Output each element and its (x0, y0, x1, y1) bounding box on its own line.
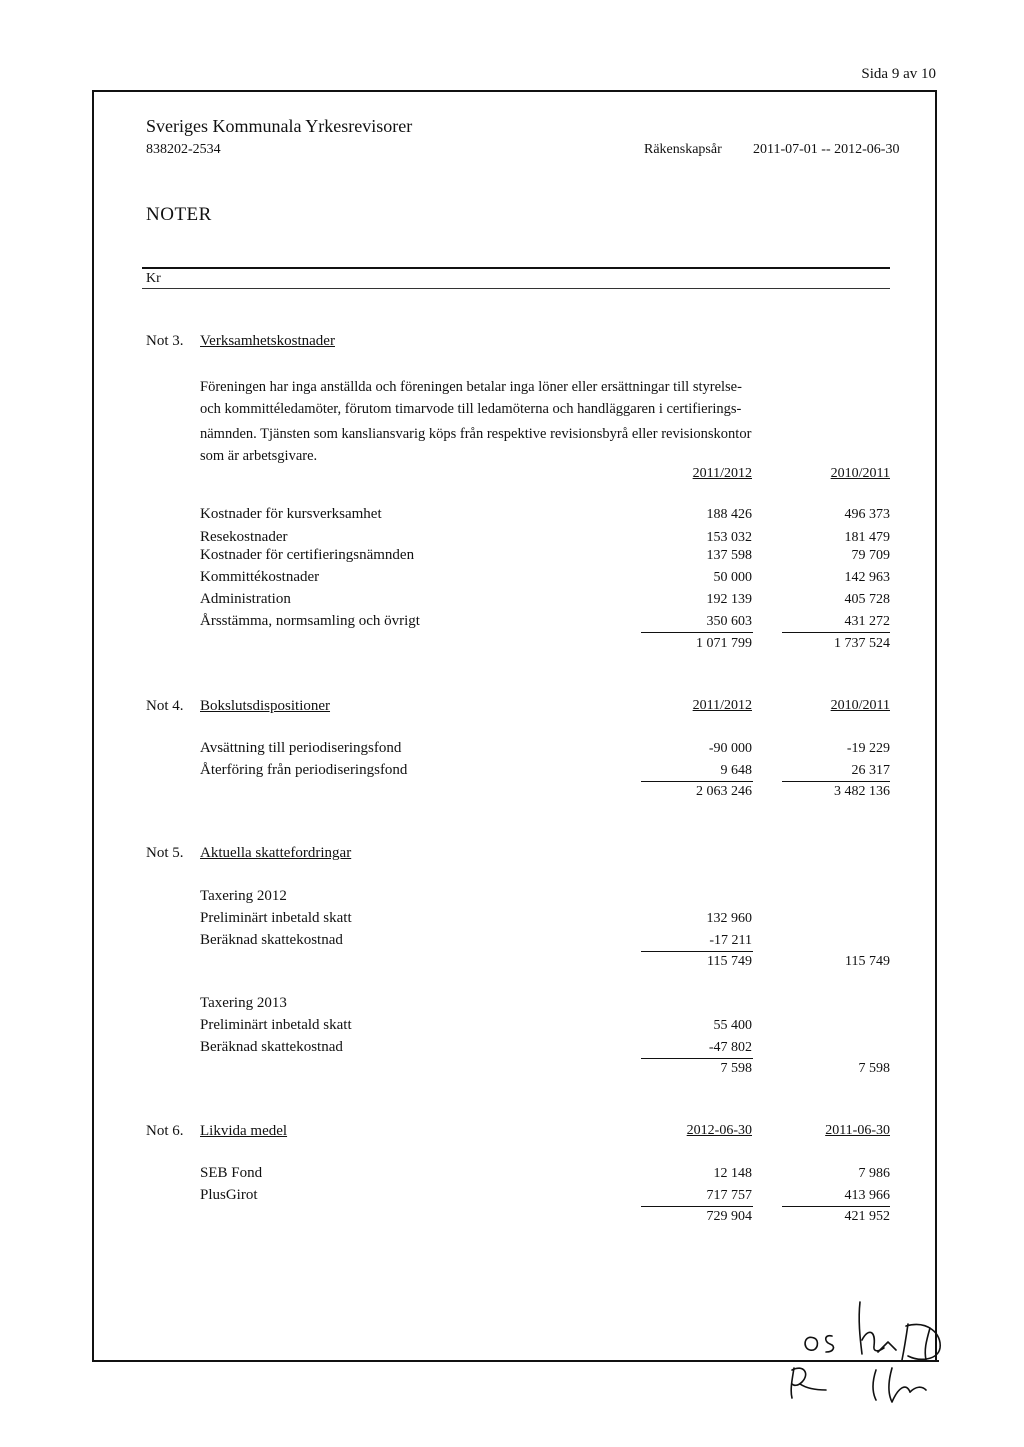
row-label: Preliminärt inbetald skatt (200, 910, 352, 926)
section-title: NOTER (146, 204, 212, 225)
row-label: Kommittékostnader (200, 569, 320, 585)
sum-rule (641, 1206, 753, 1207)
subtotal-previous: 7 598 (858, 1061, 890, 1076)
organization-name: Sveriges Kommunala Yrkesrevisorer (146, 116, 413, 136)
row-value-current: 132 960 (706, 911, 752, 926)
row-value-current: 153 032 (706, 530, 752, 545)
row-value-previous: 7 986 (858, 1166, 890, 1181)
currency-rule (142, 288, 890, 289)
row-value-previous: 181 479 (844, 530, 890, 545)
note-number: Not 4. (146, 698, 184, 714)
note-title: Verksamhetskostnader (200, 333, 335, 349)
row-value-current: -17 211 (709, 933, 752, 948)
row-label: SEB Fond (200, 1165, 263, 1181)
row-label: Beräknad skattekostnad (200, 932, 343, 948)
note3-paragraph-line: Föreningen har inga anställda och föreningen betalar inga löner eller ersättningar till styrelse- (200, 379, 742, 395)
row-value-previous: 431 272 (844, 614, 890, 629)
subtotal-current: 115 749 (707, 954, 752, 969)
row-value-previous: 496 373 (844, 507, 890, 522)
group-heading: Taxering 2012 (200, 888, 287, 904)
row-label: Återföring från periodiseringsfond (200, 762, 408, 778)
row-label: Administration (200, 591, 291, 607)
row-value-previous: 26 317 (851, 763, 890, 778)
sum-rule (641, 781, 753, 782)
row-value-current: 188 426 (706, 507, 752, 522)
note-title: Bokslutsdispositioner (200, 698, 331, 714)
page-number: Sida 9 av 10 (861, 66, 936, 82)
row-label: Resekostnader (200, 529, 288, 545)
column-header-previous: 2011-06-30 (825, 1123, 890, 1138)
row-label: Beräknad skattekostnad (200, 1039, 343, 1055)
column-header-current: 2011/2012 (692, 466, 752, 481)
row-value-current: 350 603 (706, 614, 752, 629)
column-header-current: 2012-06-30 (686, 1123, 752, 1138)
note3-paragraph-line: som är arbetsgivare. (200, 448, 318, 464)
row-value-previous: 405 728 (844, 592, 890, 607)
total-current: 729 904 (706, 1209, 752, 1224)
note-title: Likvida medel (200, 1123, 288, 1139)
subtotal-previous: 115 749 (845, 954, 890, 969)
note3-paragraph-line: och kommittéledamöter, förutom timarvode till ledamöterna och handläggaren i certifierings- (200, 401, 742, 417)
sum-rule (641, 951, 753, 952)
organization-number: 838202-2534 (146, 142, 221, 157)
row-label: Preliminärt inbetald skatt (200, 1017, 352, 1033)
row-value-current: 717 757 (706, 1188, 752, 1203)
note-number: Not 3. (146, 333, 184, 349)
frame-right-border (935, 90, 937, 1362)
note3-paragraph-line: nämnden. Tjänsten som kansliansvarig köps från respektive revisionsbyrå eller revisionskontor (200, 426, 752, 442)
sum-rule (782, 781, 890, 782)
total-previous: 1 737 524 (834, 636, 890, 651)
group-heading: Taxering 2013 (200, 995, 287, 1011)
note-number: Not 6. (146, 1123, 184, 1139)
row-label: Årsstämma, normsamling och övrigt (200, 613, 420, 629)
sum-rule (641, 1058, 753, 1059)
row-value-current: 192 139 (706, 592, 752, 607)
fiscal-year-value: 2011-07-01 -- 2012-06-30 (753, 142, 900, 157)
row-value-current: 12 148 (713, 1166, 752, 1181)
row-value-previous: 413 966 (844, 1188, 890, 1203)
row-value-previous: -19 229 (846, 741, 890, 756)
note-title: Aktuella skattefordringar (200, 845, 352, 861)
row-value-current: -90 000 (708, 741, 752, 756)
row-value-current: 55 400 (713, 1018, 752, 1033)
sum-rule (782, 632, 890, 633)
total-current: 1 071 799 (696, 636, 752, 651)
sum-rule (782, 1206, 890, 1207)
note-number: Not 5. (146, 845, 184, 861)
frame-left-border (92, 90, 94, 1362)
total-current: 2 063 246 (696, 784, 752, 799)
row-label: PlusGirot (200, 1187, 258, 1203)
handwritten-initials (780, 1290, 960, 1410)
row-value-current: 50 000 (713, 570, 752, 585)
row-value-current: 9 648 (720, 763, 752, 778)
header-rule (142, 267, 890, 269)
column-header-previous: 2010/2011 (830, 466, 890, 481)
column-header-previous: 2010/2011 (830, 698, 890, 713)
row-label: Kostnader för kursverksamhet (200, 506, 382, 522)
row-value-current: 137 598 (706, 548, 752, 563)
row-value-previous: 79 709 (851, 548, 890, 563)
sum-rule (641, 632, 753, 633)
subtotal-current: 7 598 (720, 1061, 752, 1076)
currency-label: Kr (146, 271, 161, 286)
row-label: Kostnader för certifieringsnämnden (200, 547, 415, 563)
column-header-current: 2011/2012 (692, 698, 752, 713)
total-previous: 3 482 136 (834, 784, 890, 799)
frame-top-border (92, 90, 937, 92)
fiscal-year-label: Räkenskapsår (644, 142, 722, 157)
row-value-previous: 142 963 (844, 570, 890, 585)
row-value-current: -47 802 (708, 1040, 752, 1055)
total-previous: 421 952 (844, 1209, 890, 1224)
row-label: Avsättning till periodiseringsfond (200, 740, 402, 756)
